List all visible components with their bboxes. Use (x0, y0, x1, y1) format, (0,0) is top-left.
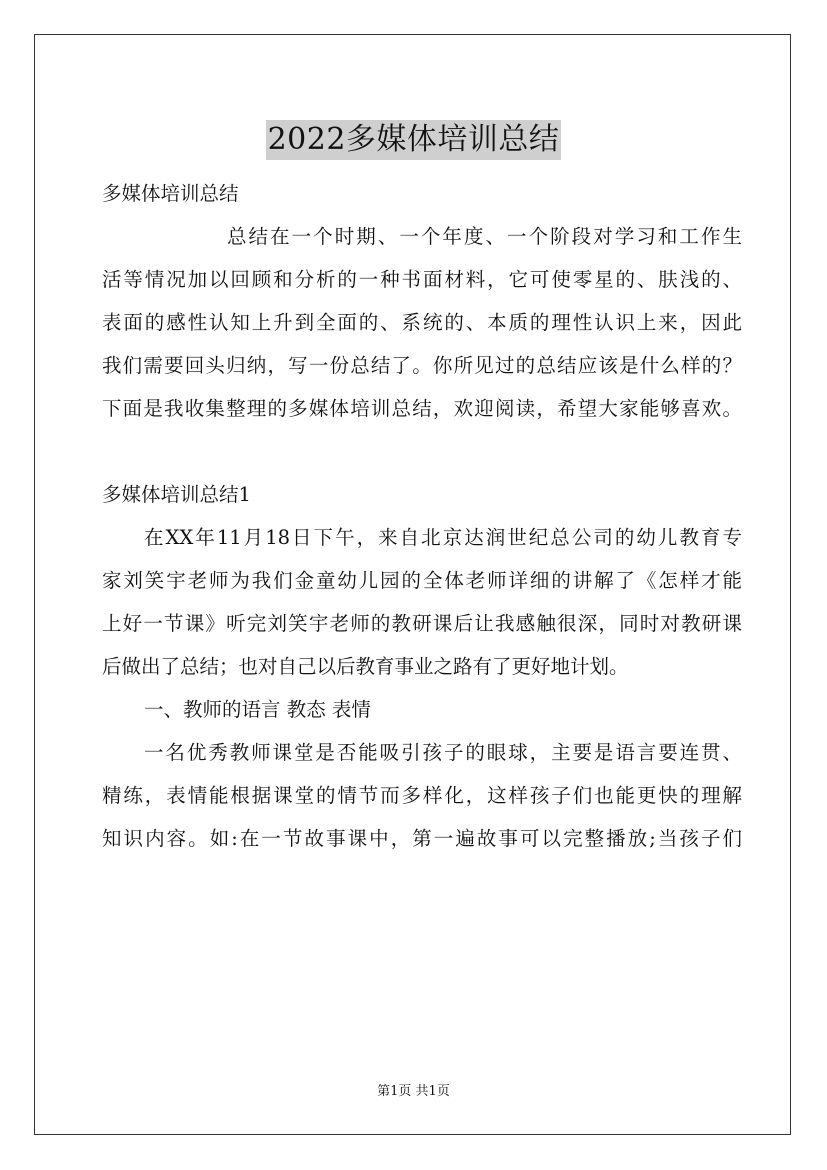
body-line: 在XX年11月18日下午，来自北京达润世纪总公司的幼儿教育专 (144, 526, 742, 549)
body-line: 精练，表情能根据课堂的情节而多样化，这样孩子们也能更快的理解 (102, 784, 742, 807)
intro-line: 下面是我收集整理的多媒体培训总结，欢迎阅读，希望大家能够喜欢。 (102, 397, 742, 420)
document-title: 2022多媒体培训总结 (266, 120, 562, 160)
body-line: 后做出了总结；也对自己以后教育事业之路有了更好地计划。 (102, 655, 629, 678)
subheading: 一、教师的语言 教态 表情 (144, 698, 371, 721)
subtitle: 多媒体培训总结 (102, 182, 239, 205)
body-line: 一名优秀教师课堂是否能吸引孩子的眼球，主要是语言要连贯、 (144, 741, 742, 764)
intro-line: 总结在一个时期、一个年度、一个阶段对学习和工作生 (227, 225, 742, 248)
body-line: 上好一节课》听完刘笑宇老师的教研课后让我感触很深，同时对教研课 (102, 612, 742, 635)
title-block (0, 100, 827, 180)
intro-line: 活等情况加以回顾和分析的一种书面材料，它可使零星的、肤浅的、 (102, 268, 742, 291)
intro-line: 我们需要回头归纳，写一份总结了。你所见过的总结应该是什么样的？ (102, 354, 742, 377)
body-line: 知识内容。如:在一节故事课中，第一遍故事可以完整播放;当孩子们 (102, 827, 742, 850)
intro-line: 表面的感性认知上升到全面的、系统的、本质的理性认识上来，因此 (102, 311, 742, 334)
document-body (102, 172, 742, 860)
section-title: 多媒体培训总结1 (102, 483, 251, 506)
page-footer: 第1页 共1页 (377, 1084, 450, 1099)
body-line: 家刘笑宇老师为我们金童幼儿园的全体老师详细的讲解了《怎样才能 (102, 569, 742, 592)
